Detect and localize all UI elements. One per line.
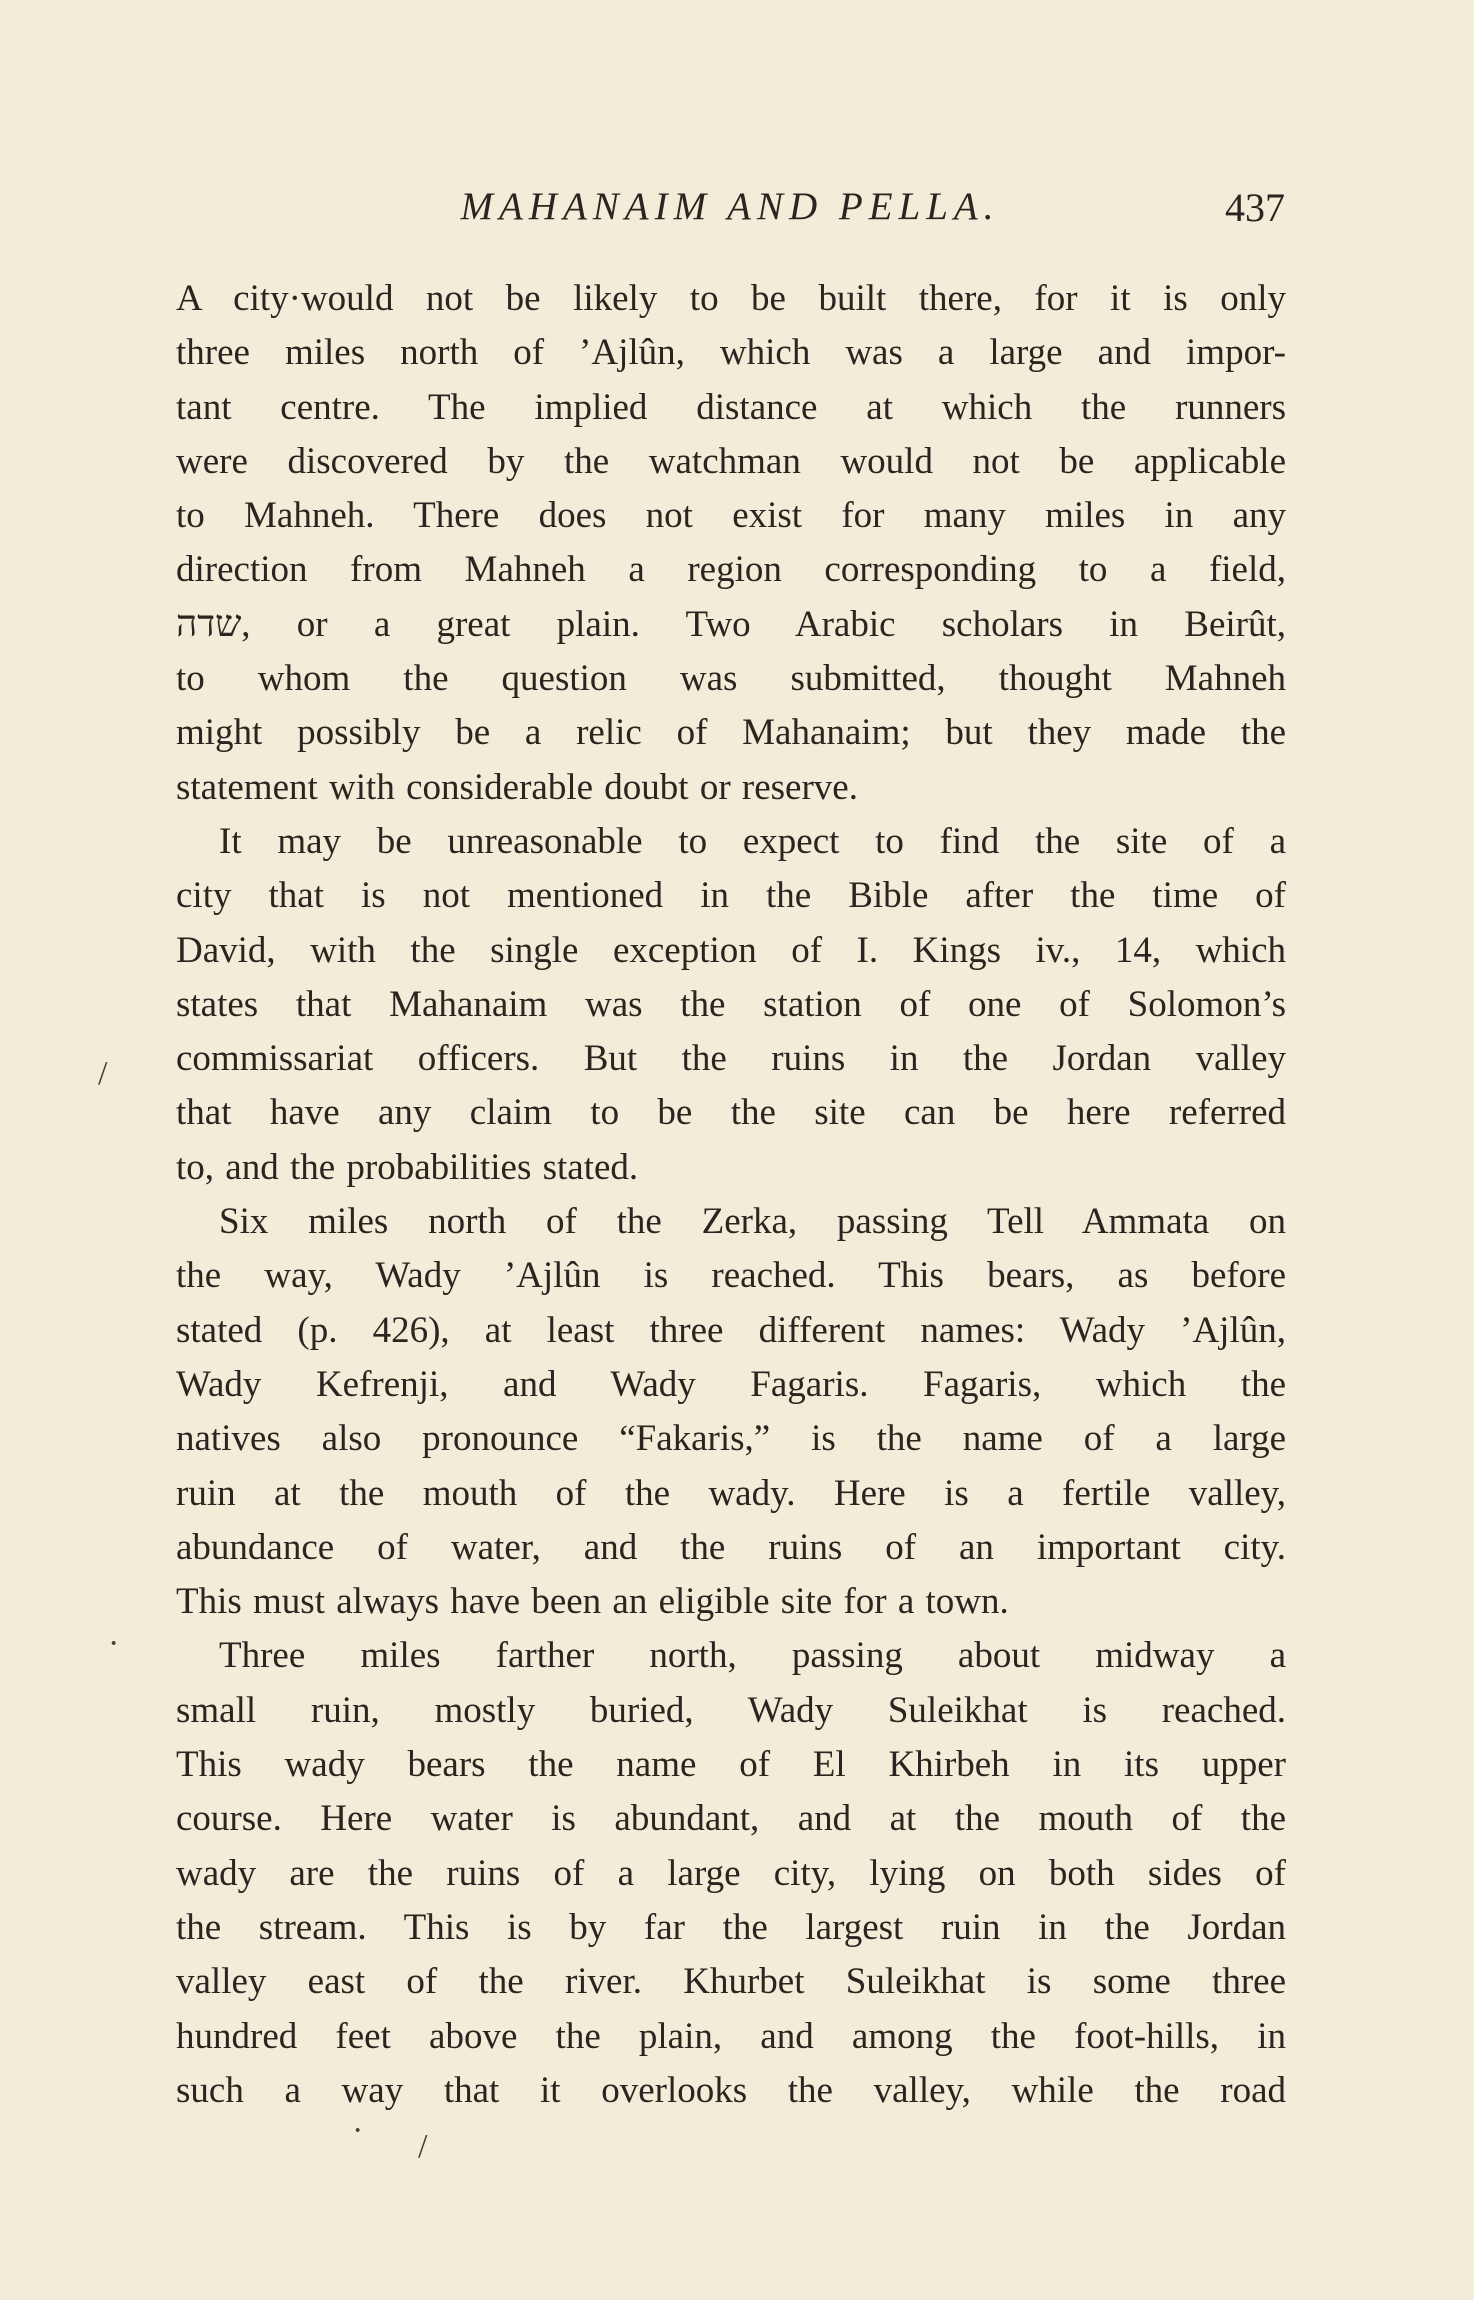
body-text — [176, 272, 1286, 2118]
text-line: This must always have been an eligible site for a town. — [176, 1581, 1009, 1623]
text-line: to Mahneh. There does not exist for many miles in any — [176, 495, 1286, 537]
page-number: 437 — [1225, 185, 1285, 230]
text-line: natives also pronounce “Fakaris,” is the name of a large — [176, 1418, 1286, 1460]
text-line: ruin at the mouth of the wady. Here is a fertile valley, — [176, 1472, 1286, 1514]
paragraph-first-line: It may be unreasonable to expect to find the site of a — [219, 820, 1286, 862]
running-title: MAHANAIM AND PELLA. — [460, 185, 1000, 228]
text-line: the way, Wady ’Ajlûn is reached. This bears, as before — [176, 1255, 1286, 1297]
text-line: statement with considerable doubt or reserve. — [176, 766, 858, 808]
text-line: the stream. This is by far the largest ruin in the Jordan — [176, 1906, 1286, 1948]
text-line: Wady Kefrenji, and Wady Fagaris. Fagaris, which the — [176, 1363, 1286, 1405]
text-line: direction from Mahneh a region corresponding to a field, — [176, 549, 1286, 591]
text-line: David, with the single exception of I. Kings iv., 14, which — [176, 929, 1286, 971]
text-line: hundred feet above the plain, and among the foot-hills, in — [176, 2015, 1286, 2057]
text-line: such a way that it overlooks the valley, while the road — [176, 2069, 1286, 2111]
text-line: to, and the probabilities stated. — [176, 1146, 639, 1188]
stray-mark: · — [108, 1625, 120, 1662]
text-line: A city·would not be likely to be built there, for it is only — [176, 278, 1286, 319]
text-line: were discovered by the watchman would not be applicable — [176, 440, 1286, 482]
text-line: states that Mahanaim was the station of one of Solomon’s — [176, 983, 1286, 1025]
text-line: small ruin, mostly buried, Wady Suleikhat is reached. — [176, 1689, 1286, 1731]
text-line: stated (p. 426), at least three different names: Wady ’Ajlûn, — [176, 1309, 1286, 1351]
text-line: to whom the question was submitted, thought Mahneh — [176, 658, 1286, 700]
stray-mark: / — [418, 2128, 428, 2165]
running-head — [175, 176, 1285, 236]
text-line: wady are the ruins of a large city, lying on both sides of — [176, 1852, 1286, 1894]
text-line: tant centre. The implied distance at which the runners — [176, 386, 1286, 428]
text-line: valley east of the river. Khurbet Suleikhat is some three — [176, 1961, 1286, 2003]
text-line: commissariat officers. But the ruins in the Jordan valley — [176, 1038, 1286, 1080]
text-line: city that is not mentioned in the Bible after the time of — [176, 875, 1286, 917]
text-line: שדה, or a great plain. Two Arabic scholars in Beirût, — [176, 603, 1286, 645]
text-line: course. Here water is abundant, and at the mouth of the — [176, 1798, 1286, 1840]
paragraph-first-line: Six miles north of the Zerka, passing Tell Ammata on — [219, 1201, 1286, 1243]
text-line: might possibly be a relic of Mahanaim; but they made the — [176, 712, 1286, 754]
text-line: three miles north of ’Ajlûn, which was a large and impor- — [176, 332, 1286, 374]
text-line: abundance of water, and the ruins of an important city. — [176, 1526, 1286, 1568]
text-line: that have any claim to be the site can be here referred — [176, 1092, 1286, 1134]
stray-mark: · — [352, 2112, 364, 2149]
text-line: This wady bears the name of El Khirbeh in its upper — [176, 1744, 1286, 1786]
paragraph-first-line: Three miles farther north, passing about midway a — [219, 1635, 1286, 1677]
stray-mark: / — [98, 1055, 108, 1092]
